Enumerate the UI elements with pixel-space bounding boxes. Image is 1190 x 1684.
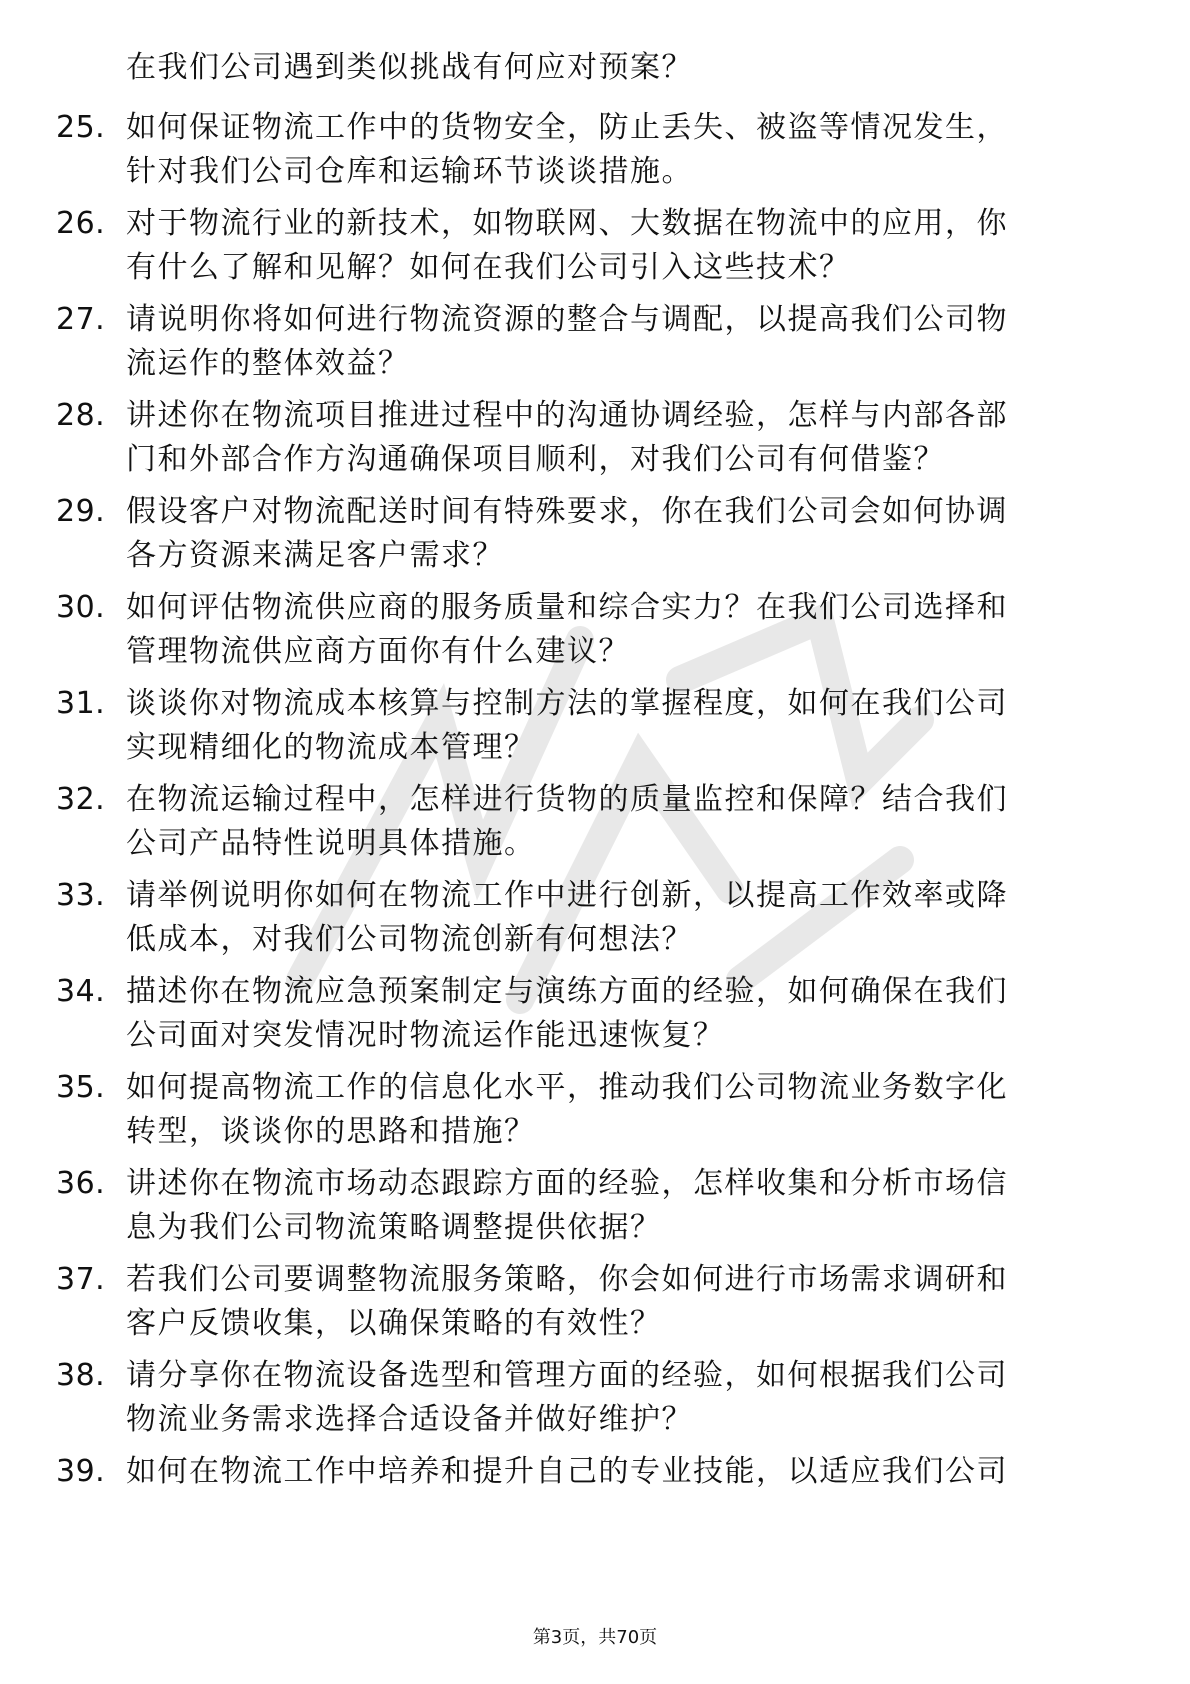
question-line: 讲述你在物流市场动态跟踪方面的经验，怎样收集和分析市场信: [126, 1166, 1008, 1201]
question-line: 请说明你将如何进行物流资源的整合与调配，以提高我们公司物: [126, 302, 1008, 337]
question-line: 针对我们公司仓库和运输环节谈谈措施。: [126, 154, 693, 189]
question-line: 在物流运输过程中，怎样进行货物的质量监控和保障？结合我们: [126, 782, 1008, 817]
question-number: 25.: [56, 110, 106, 145]
question-number: 39.: [56, 1454, 106, 1489]
question-number: 28.: [56, 398, 106, 433]
question-text: [126, 1354, 1106, 1442]
question-line: 转型，谈谈你的思路和措施？: [126, 1114, 536, 1149]
question-line: 客户反馈收集，以确保策略的有效性？: [126, 1306, 662, 1341]
question-text: [126, 202, 1106, 290]
question-number: 31.: [56, 686, 106, 721]
question-line: 有什么了解和见解？如何在我们公司引入这些技术？: [126, 250, 851, 285]
question-text: [126, 1066, 1106, 1154]
question-line: 低成本，对我们公司物流创新有何想法？: [126, 922, 693, 957]
question-line: 若我们公司要调整物流服务策略，你会如何进行市场需求调研和: [126, 1262, 1008, 1297]
question-text: [126, 1162, 1106, 1250]
question-number: 37.: [56, 1262, 106, 1297]
question-number: 32.: [56, 782, 106, 817]
question-text: [126, 682, 1106, 770]
question-text: [126, 586, 1106, 674]
question-line: 描述你在物流应急预案制定与演练方面的经验，如何确保在我们: [126, 974, 1008, 1009]
question-line: 管理物流供应商方面你有什么建议？: [126, 634, 630, 669]
question-line: 在我们公司遇到类似挑战有何应对预案？: [126, 50, 693, 85]
question-text: [126, 394, 1106, 482]
question-text: [126, 490, 1106, 578]
question-text: [126, 1450, 1106, 1494]
question-line: 公司产品特性说明具体措施。: [126, 826, 536, 861]
question-line: 讲述你在物流项目推进过程中的沟通协调经验，怎样与内部各部: [126, 398, 1008, 433]
question-text: [126, 106, 1106, 194]
question-number: 26.: [56, 206, 106, 241]
question-line: 谈谈你对物流成本核算与控制方法的掌握程度，如何在我们公司: [126, 686, 1008, 721]
question-line: 对于物流行业的新技术，如物联网、大数据在物流中的应用，你: [126, 206, 1008, 241]
question-number: 27.: [56, 302, 106, 337]
question-number: 38.: [56, 1358, 106, 1393]
question-line: 假设客户对物流配送时间有特殊要求，你在我们公司会如何协调: [126, 494, 1008, 529]
question-line: 各方资源来满足客户需求？: [126, 538, 504, 573]
question-line: 如何在物流工作中培养和提升自己的专业技能，以适应我们公司: [126, 1454, 1008, 1489]
question-text: [126, 1258, 1106, 1346]
question-line: 实现精细化的物流成本管理？: [126, 730, 536, 765]
question-number: 30.: [56, 590, 106, 625]
question-line: 门和外部合作方沟通确保项目顺利，对我们公司有何借鉴？: [126, 442, 945, 477]
question-number: 34.: [56, 974, 106, 1009]
question-line: 如何提高物流工作的信息化水平，推动我们公司物流业务数字化: [126, 1070, 1008, 1105]
question-line: 如何评估物流供应商的服务质量和综合实力？在我们公司选择和: [126, 590, 1008, 625]
page-footer: 第3页，共70页: [532, 1627, 658, 1648]
question-line: 公司面对突发情况时物流运作能迅速恢复？: [126, 1018, 725, 1053]
question-line: 息为我们公司物流策略调整提供依据？: [126, 1210, 662, 1245]
question-number: 29.: [56, 494, 106, 529]
question-line: 请分享你在物流设备选型和管理方面的经验，如何根据我们公司: [126, 1358, 1008, 1393]
question-text: [126, 970, 1106, 1058]
question-line: 物流业务需求选择合适设备并做好维护？: [126, 1402, 693, 1437]
question-text: [126, 874, 1106, 962]
question-line: 如何保证物流工作中的货物安全，防止丢失、被盗等情况发生，: [126, 110, 1008, 145]
question-number: 36.: [56, 1166, 106, 1201]
question-number: 35.: [56, 1070, 106, 1105]
question-text: [126, 298, 1106, 386]
question-line: 流运作的整体效益？: [126, 346, 410, 381]
question-line: 请举例说明你如何在物流工作中进行创新，以提高工作效率或降: [126, 878, 1008, 913]
question-text: [126, 46, 1106, 90]
question-text: [126, 778, 1106, 866]
question-number: 33.: [56, 878, 106, 913]
